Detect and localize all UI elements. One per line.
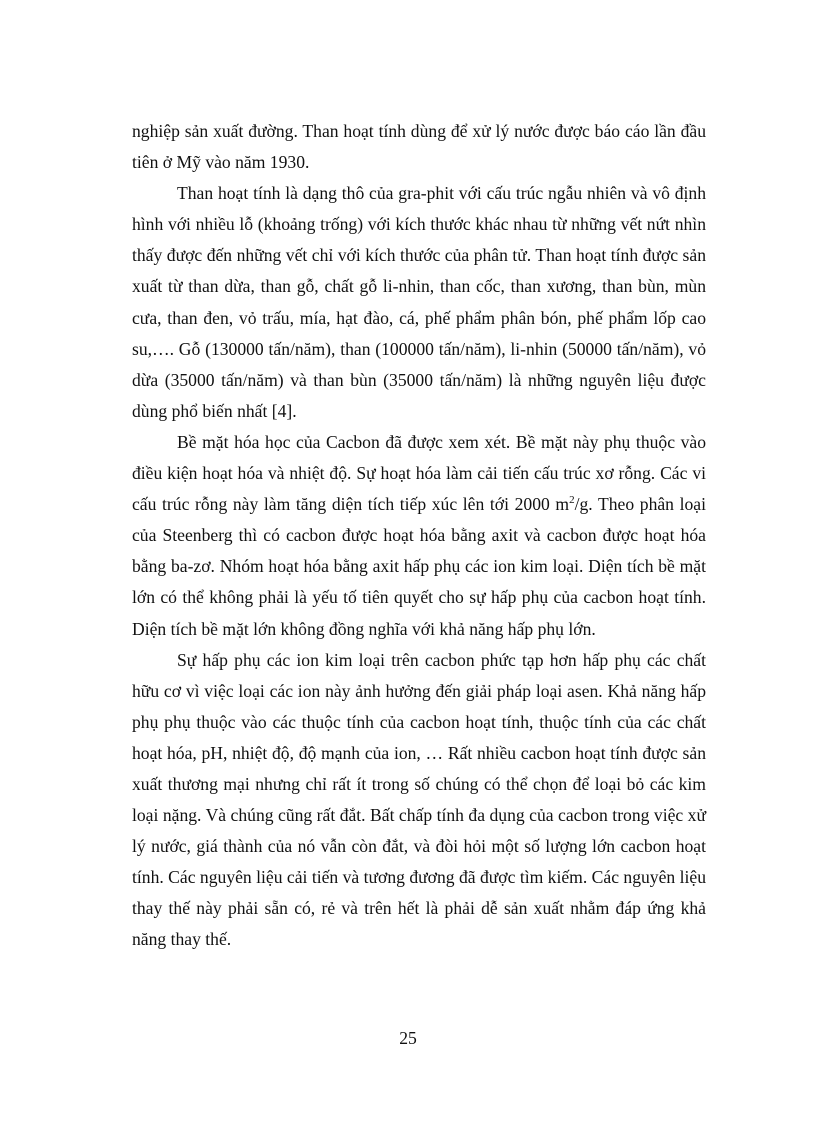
page-body <box>132 116 706 956</box>
paragraph-activated-carbon-structure: Than hoạt tính là dạng thô của gra-phit với cấu trúc ngẫu nhiên và vô định hình với nhiều lỗ (khoảng trống) với kích thước khác nhau từ những vết nứt nhìn thấy được đến những vết chỉ với kích thước của phân tử. Than hoạt tính được sản xuất từ than dừa, than gỗ, chất gỗ li-nhin, than cốc, than xương, than bùn, mùn cưa, than đen, vỏ trấu, mía, hạt đào, cá, phế phẩm phân bón, phế phẩm lốp cao su,…. Gỗ (130000 tấn/năm), than (100000 tấn/năm), li-nhin (50000 tấn/năm), vỏ dừa (35000 tấn/năm) và than bùn (35000 tấn/năm) là những nguyên liệu được dùng phổ biến nhất [4]. <box>132 183 706 421</box>
page-number: 25 <box>399 1028 417 1048</box>
paragraph-text-part-2: /g. Theo phân loại của Steenberg thì có cacbon được hoạt hóa bằng axit và cacbon được hoạt hóa bằng ba-zơ. Nhóm hoạt hóa bằng axit hấp phụ các ion kim loại. Diện tích bề mặt lớn có thể không phải là yếu tố tiên quyết cho sự hấp phụ của cacbon hoạt tính. Diện tích bề mặt lớn không đồng nghĩa với khả năng hấp phụ lớn. <box>132 494 706 639</box>
paragraph-continuation: nghiệp sản xuất đường. Than hoạt tính dùng để xử lý nước được báo cáo lần đầu tiên ở Mỹ vào năm 1930. <box>132 121 706 173</box>
paragraph-text-part-1: Bề mặt hóa học của Cacbon đã được xem xét. Bề mặt này phụ thuộc vào điều kiện hoạt hóa và nhiệt độ. Sự hoạt hóa làm cải tiến cấu trúc xơ rỗng. Các vi cấu trúc rỗng này làm tăng diện tích tiếp xúc lên tới 2000 m <box>132 431 706 515</box>
paragraph-metal-ion-adsorption: Sự hấp phụ các ion kim loại trên cacbon phức tạp hơn hấp phụ các chất hữu cơ vì việc loại các ion này ảnh hưởng đến giải pháp loại asen. Khả năng hấp phụ phụ thuộc vào các thuộc tính của cacbon hoạt tính, thuộc tính của các chất hoạt hóa, pH, nhiệt độ, độ mạnh của ion, … Rất nhiều cacbon hoạt tính được sản xuất thương mại nhưng chỉ rất ít trong số chúng có thể chọn để loại bỏ các kim loại nặng. Và chúng cũng rất đắt. Bất chấp tính đa dụng của cacbon trong việc xử lý nước, giá thành của nó vẫn còn đắt, và đòi hỏi một số lượng lớn cacbon hoạt tính. Các nguyên liệu cải tiến và tương đương đã được tìm kiếm. Các nguyên liệu thay thế này phải sẵn có, rẻ và trên hết là phải dễ sản xuất nhằm đáp ứng khả năng thay thế. <box>132 649 706 950</box>
paragraph-carbon-surface-chemistry <box>132 427 706 645</box>
superscript-exponent: 2 <box>569 494 575 507</box>
